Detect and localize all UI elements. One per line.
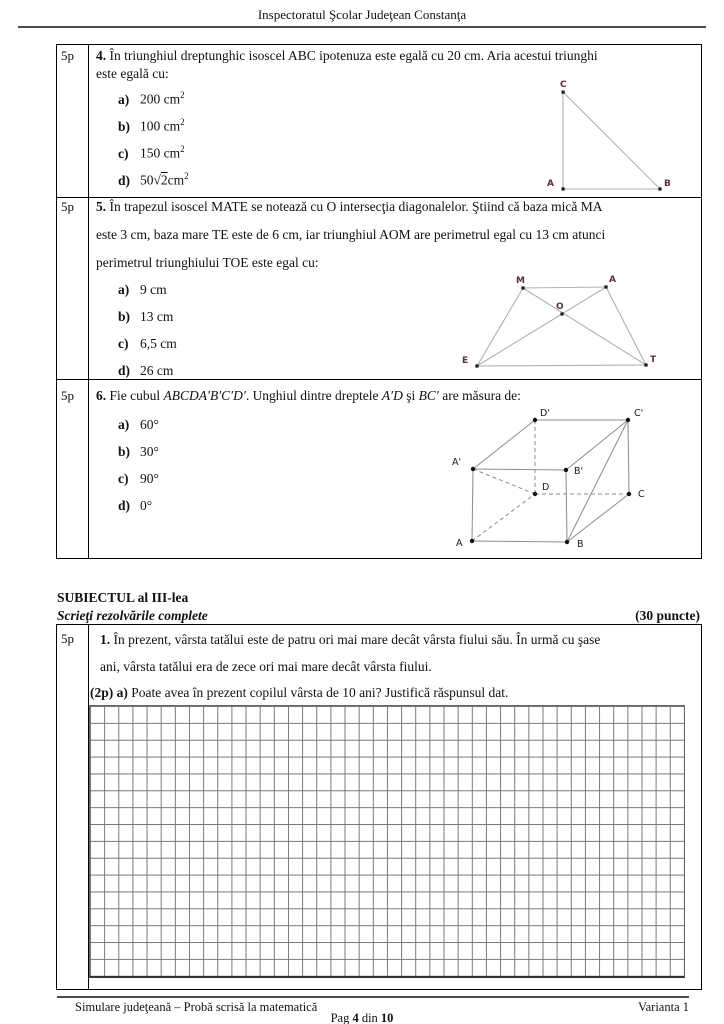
option-letter: b): [118, 444, 131, 459]
q6-option-a: [118, 411, 159, 438]
section3-subtitle: Scrieţi rezolvările complete: [57, 608, 208, 623]
vertex-label-B: B: [664, 179, 671, 189]
q6-option-c: [118, 465, 159, 492]
option-letter: a): [118, 282, 130, 297]
option-value: 50: [140, 172, 154, 188]
option-value: 60°: [140, 417, 159, 432]
q5-option-c: [118, 330, 177, 357]
page-of-word: din: [361, 1011, 378, 1024]
option-value: 150 cm: [140, 145, 181, 161]
q6-math-cube: ABCDA′B′C′D′: [163, 388, 246, 403]
option-letter: d): [118, 498, 131, 513]
section3-points: (30 puncte): [635, 608, 700, 623]
vertex-label-B-prime: B': [574, 466, 584, 477]
vertex-label-A: A: [547, 179, 554, 189]
right-triangle-figure: [540, 76, 675, 198]
q5-option-a: [118, 276, 177, 303]
option-value: 9 cm: [140, 282, 167, 297]
q6-options: [118, 411, 159, 519]
q1-number: 1.: [100, 632, 111, 647]
q4-line-1: În triunghiul dreptunghic isoscel ABC ipotenuza este egală cu 20 cm. Aria acestui triunghi: [109, 48, 598, 63]
q1-part-a-text: Poate avea în prezent copilul vârsta de 10 ani? Justifică răspunsul dat.: [131, 685, 509, 700]
vertex-label-B: B: [577, 539, 584, 550]
option-letter: c): [118, 336, 129, 351]
q6-text-2: . Unghiul dintre dreptele: [245, 388, 382, 403]
q4-points: 5p: [61, 48, 74, 63]
q1-line-2: ani, vârsta tatălui era de zece ori mai mare decât vârsta fiului.: [100, 659, 432, 674]
radical-sign: √: [153, 172, 161, 188]
option-exponent: 2: [180, 144, 185, 154]
page-word: Pag: [330, 1011, 350, 1024]
q1-points: 5p: [61, 631, 74, 646]
q6-option-b: [118, 438, 159, 465]
q1-part-a-label: (2p) a): [90, 685, 128, 700]
option-letter: d): [118, 363, 131, 378]
option-value: 6,5 cm: [140, 336, 177, 351]
q4-option-b: [118, 109, 189, 136]
option-letter: c): [118, 471, 129, 486]
q4-option-d: [118, 163, 189, 190]
trapezoid-figure: [458, 270, 663, 376]
option-exponent: 2: [184, 171, 189, 181]
q5-options: [118, 276, 177, 384]
q1-part-a: [90, 679, 508, 706]
q5-line-2: este 3 cm, baza mare TE este de 6 cm, iar triunghiul AOM are perimetrul egal cu 13 cm atunci: [96, 227, 606, 242]
option-value: 200 cm: [140, 91, 181, 107]
vertex-label-T: T: [650, 355, 657, 365]
vertex-label-D: D: [542, 482, 550, 493]
option-letter: a): [118, 91, 130, 107]
footer-rule: [57, 996, 689, 998]
option-letter: c): [118, 145, 129, 161]
q4-number: 4.: [96, 48, 107, 63]
option-unit: cm: [167, 172, 185, 188]
page-current: 4: [352, 1011, 359, 1024]
option-value: 26 cm: [140, 363, 174, 378]
page-header: Inspectoratul Şcolar Judeţean Constanţa: [257, 7, 467, 22]
q6-option-d: [118, 492, 159, 519]
page-total: 10: [380, 1011, 394, 1024]
q5-option-b: [118, 303, 177, 330]
option-value: 100 cm: [140, 118, 181, 134]
q5-points: 5p: [61, 199, 74, 214]
q5-text: [96, 193, 696, 277]
section3-title: SUBIECTUL al III-lea: [57, 590, 189, 605]
q6-math-line1: A′D: [381, 388, 403, 403]
q5-line-1: În trapezul isoscel MATE se notează cu O intersecţia diagonalelor. Ştiind că baza mică MA: [109, 199, 603, 214]
q5-line-3: perimetrul triunghiului TOE este egal cu:: [96, 255, 319, 270]
cube-figure: [448, 403, 653, 561]
option-value: 30°: [140, 444, 159, 459]
vertex-label-A: A: [456, 538, 463, 549]
q1-line-1: În prezent, vârsta tatălui este de patru ori mai mare decât vârsta fiului său. În urmă cu şase: [113, 632, 601, 647]
option-letter: a): [118, 417, 130, 432]
option-letter: b): [118, 118, 131, 134]
q4-option-c: [118, 136, 189, 163]
q4-options: [118, 82, 189, 190]
radicand: 2: [160, 172, 168, 188]
q6-text-4: are măsura de:: [438, 388, 521, 403]
answer-grid[interactable]: [89, 705, 685, 978]
vertex-label-A-prime: A': [452, 457, 462, 468]
q4-line-2: este egală cu:: [96, 66, 169, 81]
footer-exam-name: Simulare judeţeană – Probă scrisă la matematică: [75, 1000, 318, 1014]
vertex-label-O: O: [556, 302, 564, 312]
option-exponent: 2: [180, 117, 185, 127]
points-column-divider: [88, 45, 89, 558]
q4-option-a: [118, 82, 189, 109]
option-value: 13 cm: [140, 309, 174, 324]
q6-math-line2: BC′: [418, 388, 439, 403]
vertex-label-C: C: [638, 489, 645, 500]
q1-text: [100, 626, 700, 680]
footer-page-number: [0, 1011, 724, 1024]
vertex-label-A: A: [609, 275, 616, 285]
option-value: 0°: [140, 498, 153, 513]
q6-text-1: Fie cubul: [109, 388, 164, 403]
header-rule: [18, 26, 706, 28]
vertex-label-D-prime: D': [540, 408, 550, 419]
q6-text-3: şi: [402, 388, 419, 403]
q5-number: 5.: [96, 199, 107, 214]
footer-variant: Varianta 1: [637, 1000, 689, 1014]
q6-number: 6.: [96, 388, 107, 403]
q5-option-d: [118, 357, 177, 384]
option-letter: d): [118, 172, 131, 188]
option-value: 90°: [140, 471, 159, 486]
q6-points: 5p: [61, 388, 74, 403]
vertex-label-M: M: [516, 276, 525, 286]
vertex-label-E: E: [462, 356, 469, 366]
vertex-label-C: C: [560, 80, 567, 90]
option-exponent: 2: [180, 90, 185, 100]
vertex-label-C-prime: C': [634, 408, 644, 419]
option-letter: b): [118, 309, 131, 324]
